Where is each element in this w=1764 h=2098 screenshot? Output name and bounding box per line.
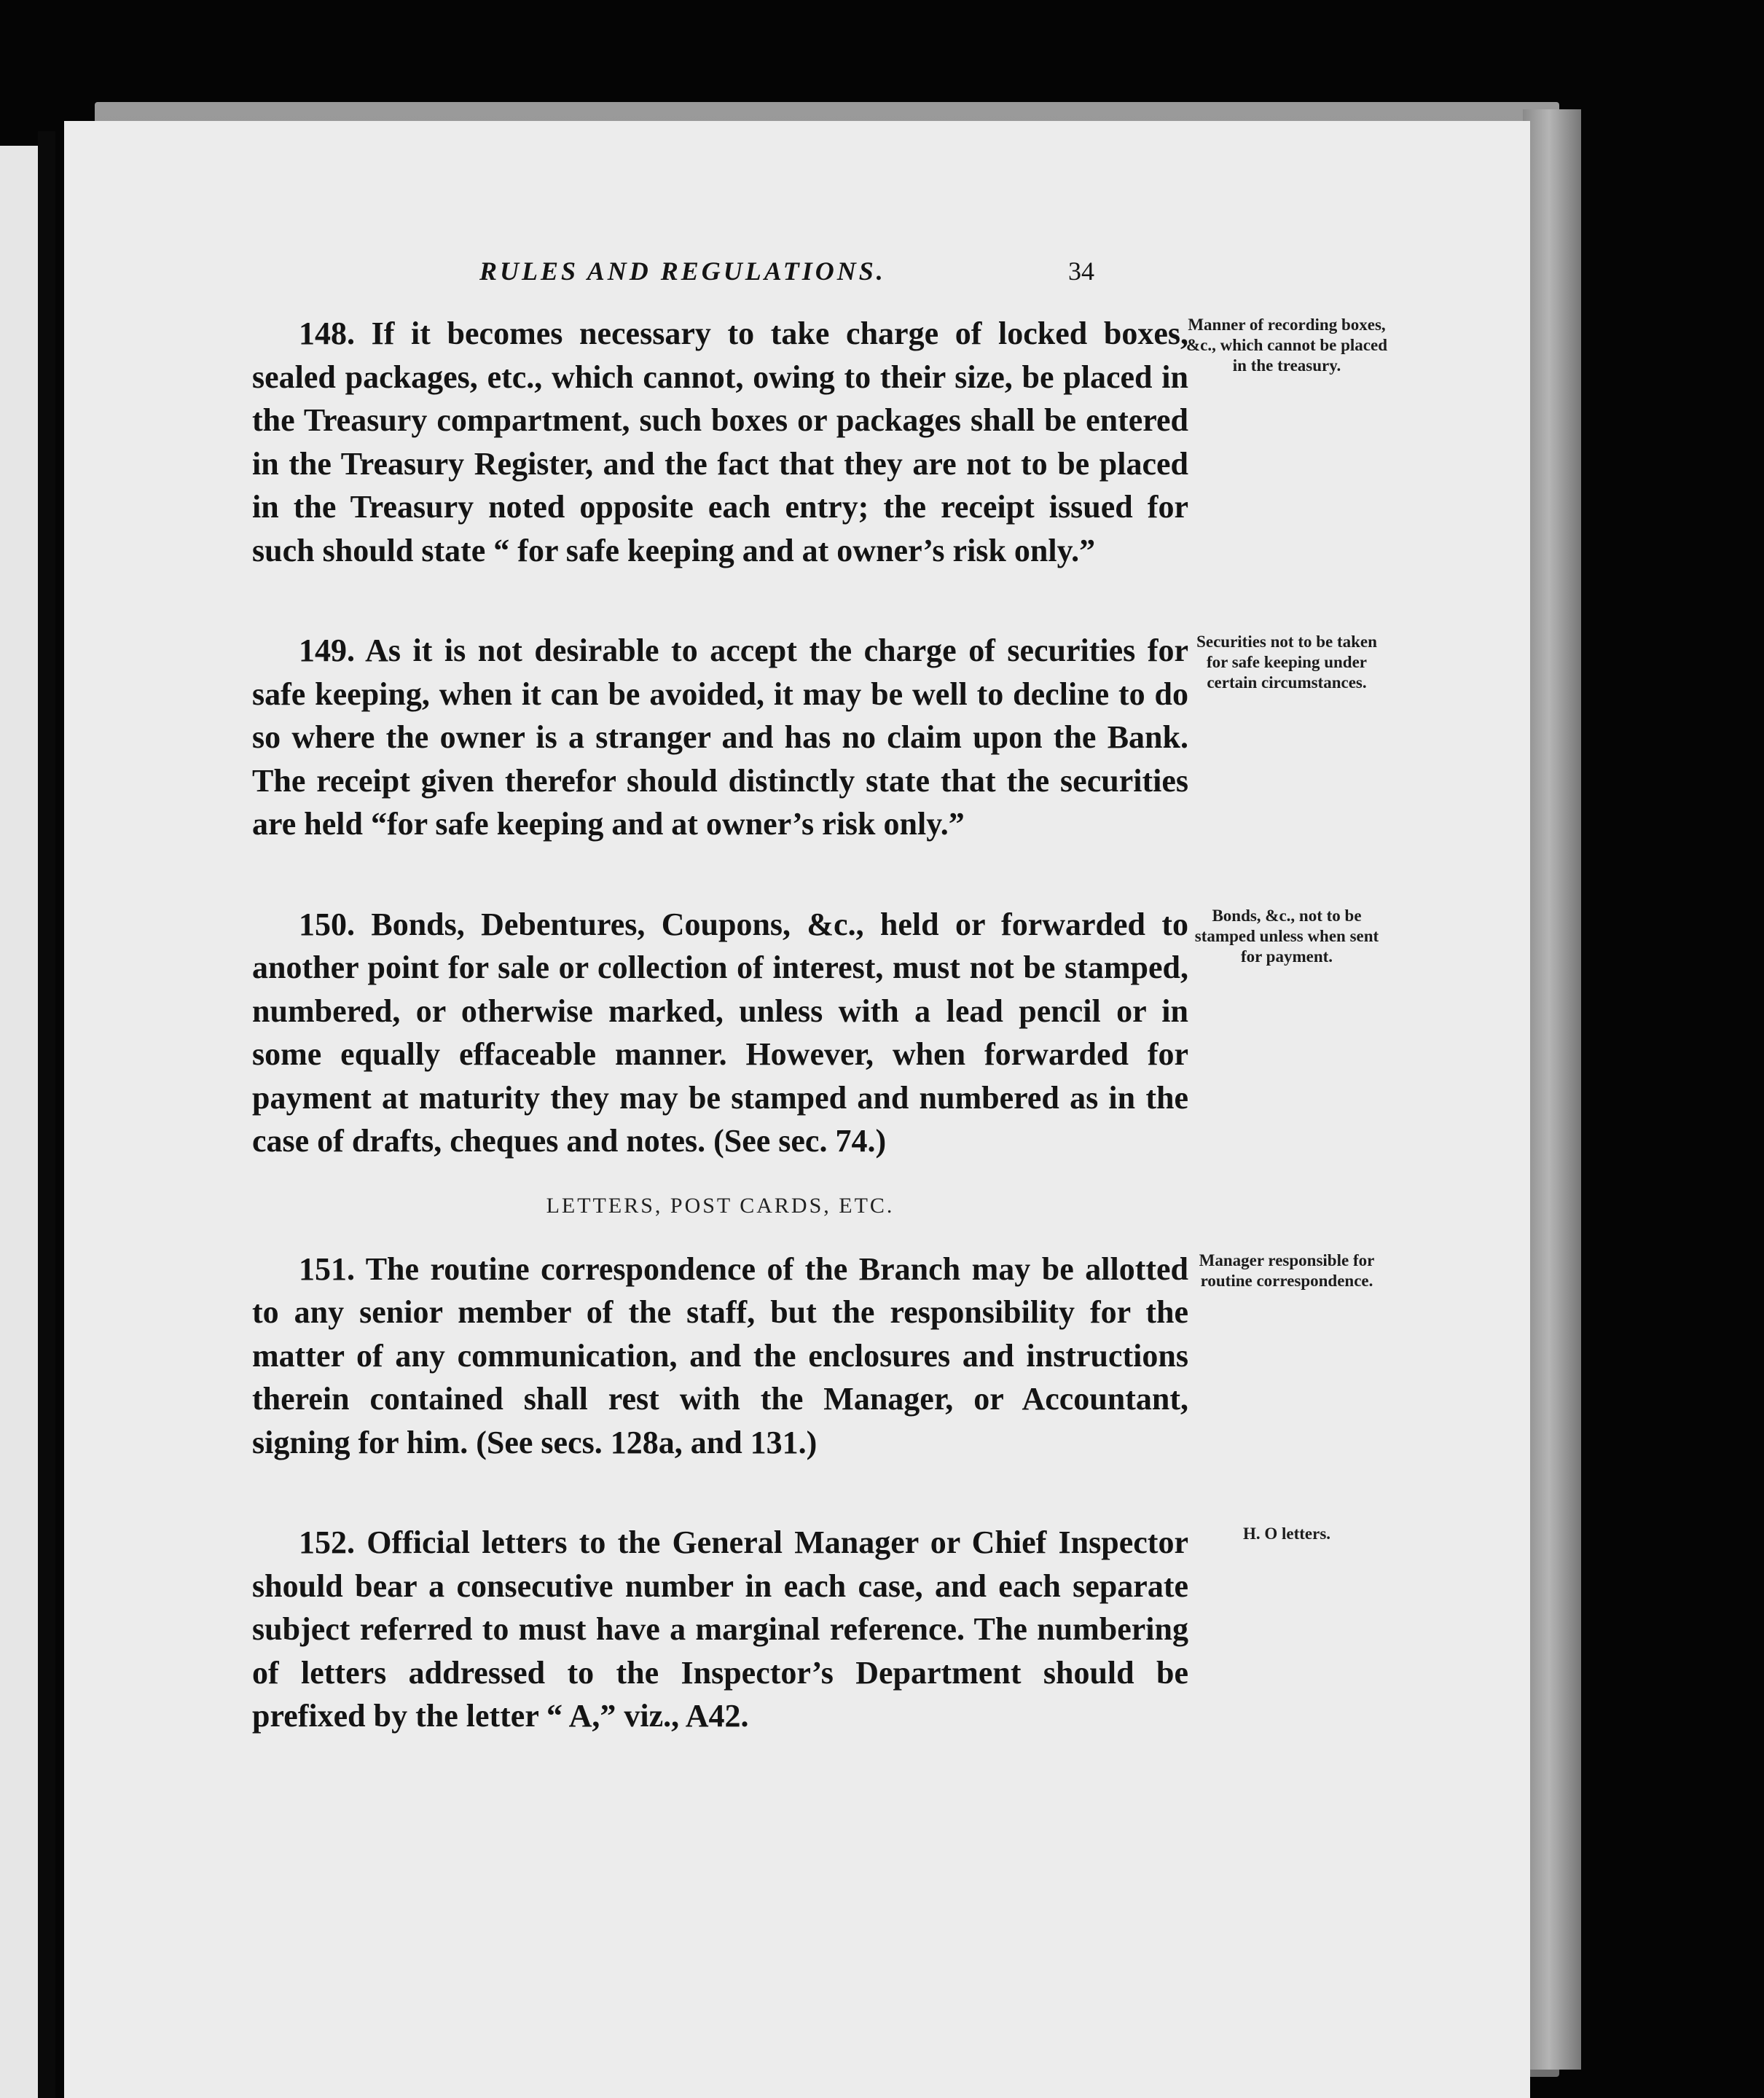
page-header bbox=[64, 256, 1530, 307]
page-number: 34 bbox=[1068, 257, 1094, 286]
section-text: 152. Official letters to the General Manager or Chief Inspector should bear a consecutive number in each case, and each separate subject referred to must have a marginal reference. The numbering of letters addressed to the Inspector’s Department should be prefixed by the letter “ A,” viz., A42. bbox=[252, 1524, 1188, 1734]
section-text: 148. If it becomes necessary to take charge of locked boxes, sealed packages, etc., which cannot, owing to their size, be placed in the Treasury compartment, such boxes or packages shall be entered in the Treasury Register, and the fact that they are not to be placed in the Treasury noted opposite each entry; the receipt issued for such should state “ for safe keeping and at owner’s risk only.” bbox=[252, 316, 1188, 568]
section-152 bbox=[252, 1521, 1331, 1738]
section-148 bbox=[252, 312, 1387, 572]
section-149 bbox=[252, 629, 1377, 846]
section-text: 150. Bonds, Debentures, Coupons, &c., held or forwarded to another point for sale or collection of interest, must not be stamped, numbered, or otherwise marked, unless with a lead pencil or in some equally effaceable manner. However, when forwarded for payment at maturity they may be stamped and numbered as in the case of drafts, cheques and notes. (See sec. 74.) bbox=[252, 906, 1188, 1159]
subheading: LETTERS, POST CARDS, ETC. bbox=[546, 1193, 895, 1218]
section-151 bbox=[252, 1248, 1375, 1465]
margin-note: Securities not to be taken for safe keeping under certain circumstances. bbox=[1196, 633, 1377, 692]
section-text: 151. The routine correspondence of the Branch may be allotted to any senior member of the staff, but the responsibility for the matter of any communication, and the enclosures and instructions therein contained shall rest with the Manager, or Accountant, signing for him. (See secs. 128a, and 131.) bbox=[252, 1250, 1188, 1460]
section-text: 149. As it is not desirable to accept the charge of securities for safe keeping, when it can be avoided, it may be well to decline to do so where the owner is a stranger and has no claim upon the Bank. The receipt given therefor should distinctly state that the securities are held “for safe keeping and at owner’s risk only.” bbox=[252, 633, 1188, 842]
page-edge-right bbox=[1523, 109, 1581, 2070]
gutter-shadow bbox=[38, 131, 55, 2098]
margin-note: H. O letters. bbox=[1242, 1524, 1331, 1543]
margin-note: Bonds, &c., not to be stamped unless when sent for payment. bbox=[1194, 906, 1379, 966]
margin-note: Manner of recording boxes, &c., which cannot be placed in the treasury. bbox=[1186, 316, 1387, 375]
section-150 bbox=[252, 903, 1379, 1163]
book-page bbox=[64, 121, 1530, 2098]
running-head: RULES AND REGULATIONS. bbox=[479, 257, 886, 286]
margin-note: Manager responsible for routine correspondence. bbox=[1199, 1250, 1375, 1290]
page-body bbox=[252, 312, 1387, 1795]
